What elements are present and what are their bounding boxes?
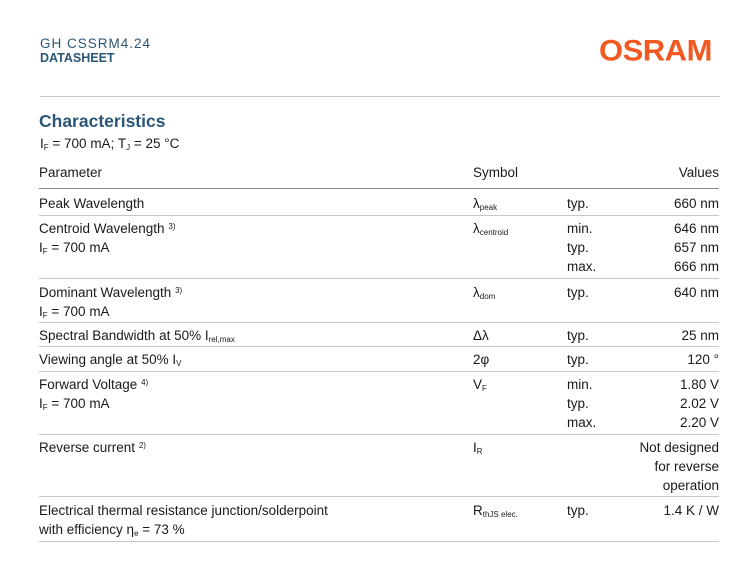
header-values: Values [678,165,719,180]
value: 660 nm [673,196,719,211]
value-type: typ. [567,396,589,411]
doc-type-label: DATASHEET [40,51,115,65]
value-type: typ. [567,196,589,211]
value-type: typ. [567,328,589,343]
value: 120 ° [687,352,719,367]
symbol: $\lambda_{dom}$ [473,285,496,301]
symbol: Δλ [473,328,489,343]
value: 646 nm [673,221,719,236]
test-conditions: $I_F = 700$ mA; $T_J = 25$ °C [40,136,180,152]
param-name: Electrical thermal resistance junction/solderpoint [39,503,328,518]
value: 666 nm [673,259,719,274]
symbol: $\lambda_{centroid}$ [473,221,509,237]
param-name: Forward Voltage $^{4)}$ [39,377,149,392]
param-name: Reverse current $^{2)}$ [39,440,146,455]
row-divider [39,215,719,216]
symbol: 2φ [473,352,490,367]
row-divider [39,434,719,435]
value-type: typ. [567,352,589,367]
value: Not designed [639,440,719,455]
value-type: min. [567,377,593,392]
osram-logo: OSRAM [599,33,712,68]
value-type: typ. [567,503,589,518]
value: for reverse [654,459,719,474]
symbol: $\lambda_{peak}$ [473,196,498,212]
param-condition: $I_F = 700$ mA [39,240,110,256]
symbol: $V_F$ [473,377,487,393]
header-symbol: Symbol [473,165,519,180]
param-name: Viewing angle at 50% $I_V$ [39,352,182,368]
product-code: GH CSSRM4.24 [40,36,152,51]
row-divider [39,371,719,372]
param-name: Spectral Bandwidth at 50% $I_{rel,max}$ [39,328,235,344]
section-title: Characteristics [39,111,166,131]
row-divider [39,541,719,542]
param-condition: $I_F = 700$ mA [39,304,110,320]
symbol: $R_{thJS elec.}$ [473,503,518,519]
row-divider [39,346,719,347]
value: 1.4 K / W [663,503,719,518]
row-divider [39,496,719,497]
value-type: typ. [567,285,589,300]
param-name: Peak Wavelength [39,196,145,211]
symbol: $I_R$ [473,440,483,456]
header-parameter: Parameter [39,165,103,180]
value-type: min. [567,221,593,236]
param-condition: $I_F = 700$ mA [39,396,110,412]
value: 1.80 V [679,377,719,392]
row-divider [39,278,719,279]
value-type: max. [567,259,597,274]
param-name: Dominant Wavelength $^{3)}$ [39,285,183,300]
value: 25 nm [681,328,719,343]
param-name: Centroid Wavelength $^{3)}$ [39,221,176,236]
value-type: max. [567,415,597,430]
value: operation [662,478,719,493]
param-condition: with efficiency $\eta_e = 73$ % [39,522,185,538]
row-divider [39,322,719,323]
header-rule [39,188,719,189]
value: 2.02 V [679,396,719,411]
value: 2.20 V [679,415,719,430]
value: 640 nm [673,285,719,300]
header-divider [40,96,720,97]
value-type: typ. [567,240,589,255]
value: 657 nm [673,240,719,255]
